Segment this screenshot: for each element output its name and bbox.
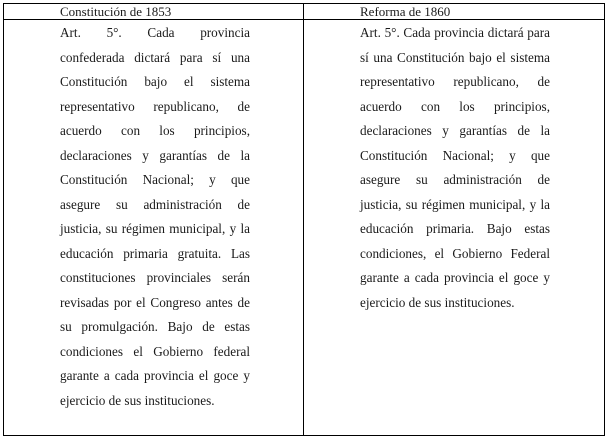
constitution-comparison-table [3,3,605,436]
article-5-text-1853: Art. 5°. Cada provincia confederada dictará para sí una Constitución bajo el sistema representativo republicano, de acuerdo con los principios, declaraciones y garantías de la Constitución Nacional; y que asegure su administración de justicia, su régimen municipal, y la educación primaria gratuita. Las constituciones provinciales serán revisadas por el Congreso antes de su promulgación. Bajo de estas condiciones el Gobierno federal garante a cada provincia el goce y ejercicio de sus instituciones. [60,25,250,408]
cell-article-1860 [304,20,605,436]
header-reforma-1860: Reforma de 1860 [304,4,605,20]
table-header-row [4,4,605,20]
header-constitution-1853: Constitución de 1853 [4,4,304,20]
table-row [4,20,605,436]
cell-article-1853 [4,20,304,436]
article-5-text-1860: Art. 5°. Cada provincia dictará para sí una Constitución bajo el sistema representativo republicano, de acuerdo con los principios, declaraciones y garantías de la Constitución Nacional; y que asegure su administración de justicia, su régimen municipal, y la educación primaria. Bajo estas condiciones, el Gobierno Federal garante a cada provincia el goce y ejercicio de sus instituciones. [360,25,550,310]
